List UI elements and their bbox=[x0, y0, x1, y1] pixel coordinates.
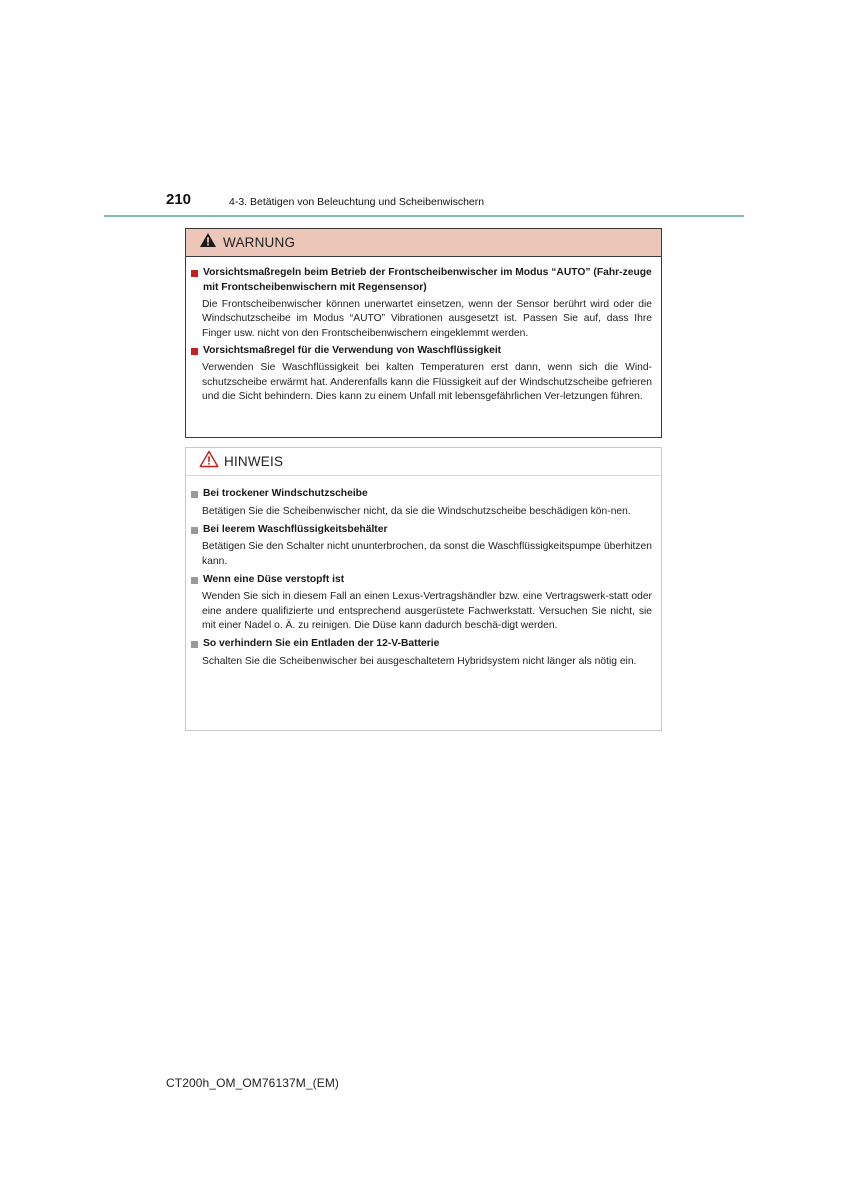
warning-item-heading bbox=[191, 344, 652, 359]
note-item-heading-text: Bei trockener Windschutzscheibe bbox=[203, 488, 368, 499]
page-number: 210 bbox=[166, 191, 192, 208]
warning-item-text: Die Frontscheibenwischer können unerwartet einsetzen, wenn der Sensor berührt wird oder die Windschutzscheibe im Modus “AUTO” Vibrationen ausgesetzt ist. Passen Sie auf, dass Ihre Finger usw. nicht von den Frontscheibenwischern eingeklemmt werden. bbox=[202, 299, 652, 339]
warning-item bbox=[191, 266, 652, 341]
note-header bbox=[186, 448, 661, 476]
note-item-heading-text: So verhindern Sie ein Entladen der 12-V-Batterie bbox=[203, 638, 440, 650]
note-item-heading-text: Wenn eine Düse verstopft ist bbox=[203, 573, 345, 585]
red-square-bullet-icon bbox=[191, 270, 198, 277]
note-item bbox=[191, 523, 652, 569]
note-item-text: Wenden Sie sich in diesem Fall an einen Lexus-Vertragshändler bzw. eine Vertragswerk-statt oder eine andere qualifizierte und entsprechend ausgerüstete Fachwerkstatt. Versuchen Sie nicht, sie mit einer Nadel o. Ä. zu reinigen. Die Düse kann dadurch beschä-digt werden. bbox=[202, 591, 652, 631]
section-title: 4-3. Betätigen von Beleuchtung und Scheibenwischern bbox=[229, 196, 485, 208]
note-title: HINWEIS bbox=[224, 454, 284, 469]
warning-item-heading bbox=[191, 266, 652, 295]
note-box bbox=[185, 447, 662, 731]
note-item bbox=[191, 637, 652, 669]
warning-item-heading-text: Vorsichtsmaßregel für die Verwendung von Waschflüssigkeit bbox=[203, 344, 502, 356]
note-item-heading bbox=[191, 523, 652, 538]
warning-triangle-icon bbox=[199, 232, 217, 253]
note-item bbox=[191, 487, 652, 519]
gray-square-bullet-icon bbox=[191, 491, 198, 498]
warning-title: WARNUNG bbox=[223, 235, 296, 250]
gray-square-bullet-icon bbox=[191, 577, 198, 584]
warning-body bbox=[186, 257, 661, 404]
warning-item bbox=[191, 344, 652, 404]
note-item-text: Schalten Sie die Scheibenwischer bei ausgeschaltetem Hybridsystem nicht länger als nötig ein. bbox=[202, 655, 637, 667]
red-square-bullet-icon bbox=[191, 348, 198, 355]
note-item-text: Betätigen Sie die Scheibenwischer nicht, da sie die Windschutzscheibe beschädigen kön-nen. bbox=[202, 505, 631, 517]
header-rule bbox=[104, 215, 744, 217]
warning-item-text: Verwenden Sie Waschflüssigkeit bei kalten Temperaturen erst dann, wenn sich die Wind-schutzscheibe erwärmt hat. Anderenfalls kann die Flüssigkeit auf der Windschutzscheibe gefrieren und die Sicht behindern. Dies kann zu einem Unfall mit lebensgefährlichen Ver-letzungen führen. bbox=[202, 362, 652, 402]
warning-box bbox=[185, 228, 662, 438]
caution-triangle-icon bbox=[199, 450, 219, 473]
note-item bbox=[191, 573, 652, 633]
gray-square-bullet-icon bbox=[191, 641, 198, 648]
warning-header bbox=[186, 229, 661, 257]
note-item-heading bbox=[191, 487, 652, 502]
note-item-heading bbox=[191, 573, 652, 588]
note-item-heading bbox=[191, 637, 652, 652]
note-body bbox=[186, 476, 661, 669]
footer-document-code: CT200h_OM_OM76137M_(EM) bbox=[166, 1076, 340, 1090]
gray-square-bullet-icon bbox=[191, 527, 198, 534]
note-item-text: Betätigen Sie den Schalter nicht ununterbrochen, da sonst die Waschflüssigkeitspumpe überhitzen kann. bbox=[202, 541, 652, 567]
warning-item-heading-text: Vorsichtsmaßregeln beim Betrieb der Frontscheibenwischer im Modus “AUTO” (Fahr-zeuge mit Frontscheibenwischern mit Regensensor) bbox=[203, 267, 652, 293]
note-item-heading-text: Bei leerem Waschflüssigkeitsbehälter bbox=[203, 523, 388, 535]
